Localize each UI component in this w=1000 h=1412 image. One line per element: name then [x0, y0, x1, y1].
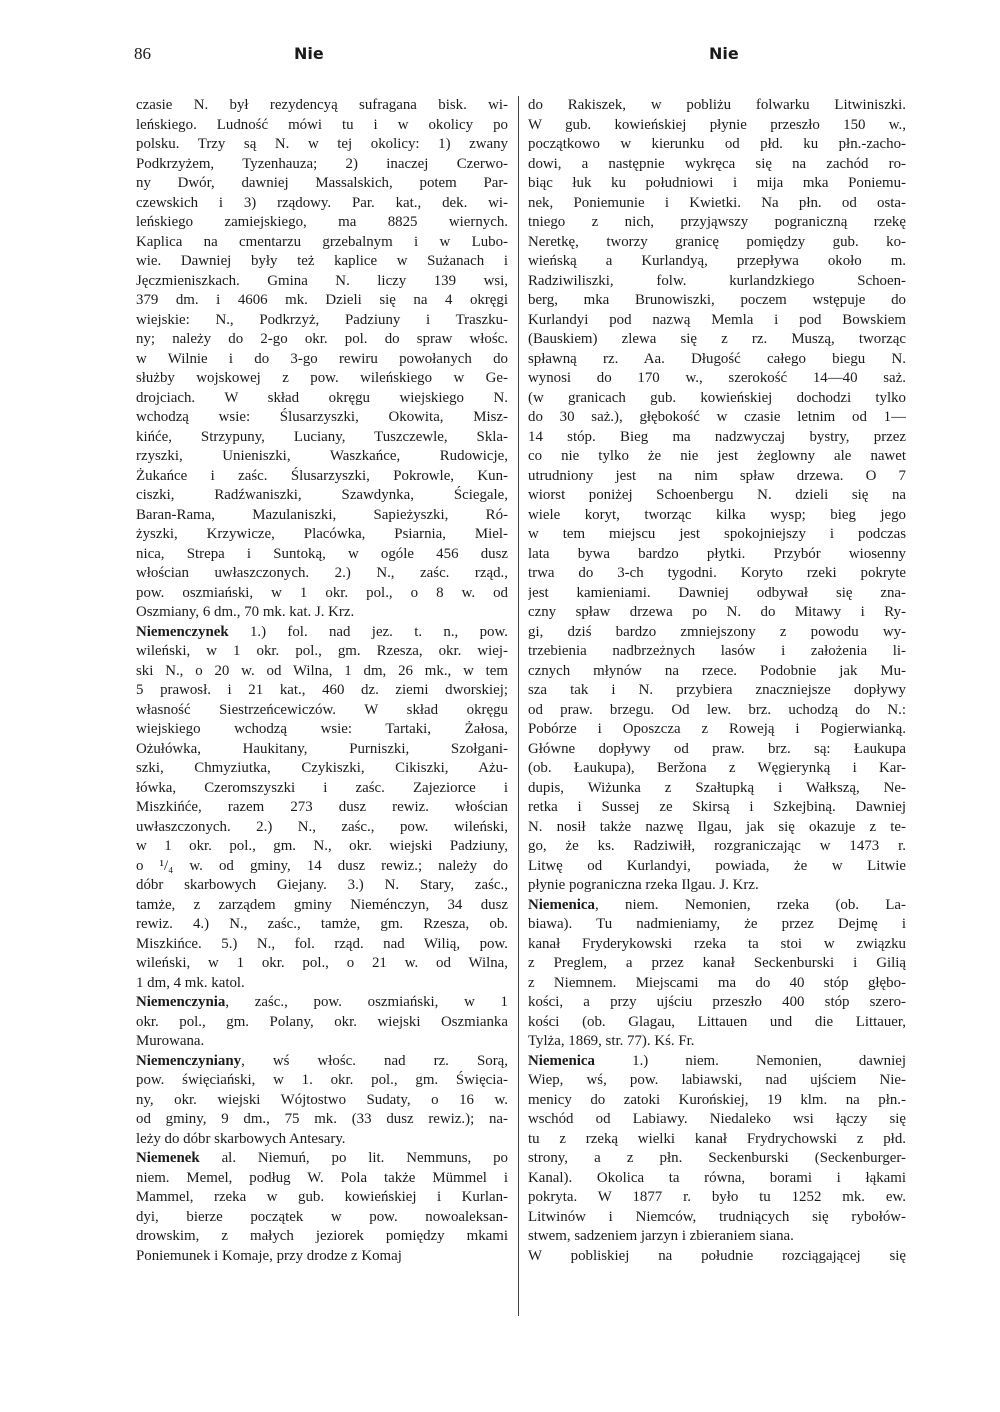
text-line: tu z rzeką wielki kanał Frydrychowski z płd.	[528, 1130, 906, 1147]
page-header	[134, 44, 920, 74]
text-line: menicy do zatoki Kurońskiej, 19 klm. na płn.-	[528, 1091, 906, 1108]
text-line: wiele koryt, tworząc kilka wysp; bieg jego	[528, 506, 906, 523]
text-line: czasie N. był rezydencyą sufragana bisk. wi-	[136, 97, 508, 113]
text-line: Główne dopływy od praw. brz. są: Łaukupa	[528, 740, 906, 757]
text-line: tamże, z zarządem gminy Nieménczyn, 34 dusz	[136, 896, 508, 913]
text-line: Murowana.	[136, 1033, 205, 1049]
text-line: (w granicach gub. kowieńskiej dochodzi tylko	[528, 389, 906, 406]
text-line: ny Dwór, dawniej Massalskich, potem Par-	[136, 175, 508, 191]
text-line: Niemenczynek 1.) fol. nad jez. t. n., pow.	[136, 623, 508, 640]
text-line: 379 dm. i 4606 mk. Dzieli się na 4 okręgi	[136, 292, 508, 308]
text-line: wschód od Labiawy. Niedaleko wsi łączy się	[528, 1111, 906, 1127]
text-line: Mammel, rzeka w gub. kowieńskiej i Kurlan-	[136, 1189, 508, 1205]
text-line: z Preglem, a przez kanał Seckenburski i Gilią	[528, 955, 906, 971]
text-line: Kanal). Okolica ta równa, borami i łąkami	[528, 1169, 906, 1186]
text-line: Żukańce i zaśc. Ślusarzyszki, Pokrowle, Kun-	[136, 467, 508, 484]
text-line: co nie tylko że nie jest żeglowny ale nawet	[528, 448, 906, 464]
text-line: Niemenica, niem. Nemonien, rzeka (ob. La-	[528, 896, 906, 913]
text-line: kości, a przy ujściu przeszło 400 stóp szero-	[528, 994, 906, 1010]
text-line: od praw. brzegu. Od lew. brz. uchodzą do N.:	[528, 701, 906, 718]
text-line: N. nosił także nazwę Ilgau, jak się okazuje z te-	[528, 818, 906, 835]
text-line: do 30 saż.), głębokość w czasie letnim od 1—	[528, 409, 906, 425]
text-line: czewskich i 3) rządowy. Par. kat., dek. wi-	[136, 194, 508, 211]
text-line: szki, Chmyziutka, Czykiszki, Cikiszki, Ażu-	[136, 760, 508, 776]
text-line: niem. Memel, podług W. Pola także Mümmel i	[136, 1169, 508, 1186]
text-line: dupis, Wiżunka z Szałtupką i Wałkszą, Ne-	[528, 779, 906, 796]
text-line: kości (ob. Glagau, Littauen und die Littauer,	[528, 1013, 906, 1030]
text-line: własność Siestrzeńcewiczów. W skład okręgu	[136, 701, 508, 718]
text-line: Kurlandyi pod nazwą Memla i pod Bowskiem	[528, 311, 906, 328]
entry-headword: Niemenica	[528, 1052, 595, 1069]
text-line: Jęczmieniszkach. Gmina N. liczy 139 wsi,	[136, 272, 508, 289]
text-line: kińće, Strzypuny, Luciany, Tuszczewle, Skla-	[136, 428, 508, 445]
text-line: spławną rz. Aa. Długość całego biegu N.	[528, 350, 906, 367]
text-line: wileński, w 1 okr. pol., o 21 w. od Wilna,	[136, 955, 508, 971]
text-line: sza tak i N. przybiera znaczniejsze dopływy	[528, 682, 906, 698]
left-column	[136, 96, 508, 1266]
text-line: Miszkińće, razem 273 dusz rewiz. włościan	[136, 799, 508, 815]
text-line: Baran-Rama, Mazulaniszki, Sapieżyszki, Ró-	[136, 506, 508, 523]
text-line: służby wojskowej z pow. wileńskiego w Ge-	[136, 370, 508, 386]
column-divider	[518, 96, 519, 1316]
text-line: leży do dóbr skarbowych Antesary.	[136, 1130, 346, 1147]
text-line: w tem miejscu jest spokojniejszy i podczas	[528, 526, 906, 542]
text-line: żyszki, Krzywicze, Placówka, Psiarnia, Miel-	[136, 526, 508, 542]
text-line: 5 prawosł. i 21 kat., 460 dz. ziemi dworskiej;	[136, 682, 508, 698]
running-head-left: Nie	[294, 44, 324, 63]
text-line: Neretkę, tworzy granicę pomiędzy gub. ko-	[528, 233, 906, 250]
text-line: lata bywa bardzo płytki. Przybór wiosenny	[528, 545, 906, 562]
text-line: dowi, a następnie wykręca się na zachód ro-	[528, 155, 906, 172]
text-line: berg, mka Brunowiszki, poczem wstępuje do	[528, 292, 906, 308]
text-line: biąc łuk ku południowi i mija mka Poniemu-	[528, 175, 906, 191]
text-line: ciszki, Radźwaniszki, Szawdynka, Ściegale,	[136, 487, 508, 503]
text-line: (Bauskiem) zlewa się z rz. Muszą, tworząc	[528, 331, 906, 347]
text-line: Pobórze i Oposzcza z Roweją i Pogierwianką.	[528, 721, 906, 737]
text-line: ny; należy do 2-go okr. pol. do spraw włośc.	[136, 331, 508, 347]
text-line: (ob. Łaukupa), Beržona z Węgierynką i Kar-	[528, 760, 906, 776]
text-line: W pobliskiej na południe rozciągającej się	[528, 1247, 906, 1264]
text-line: tniego z nich, przyjąwszy pograniczną rzekę	[528, 214, 906, 230]
text-line: Tylża, 1869, str. 77). Kś. Fr.	[528, 1033, 695, 1049]
text-line: trwa do 3-ch tygodni. Koryto rzeki pokryte	[528, 565, 906, 581]
text-line: go, że ks. Radziwiłł, rozgraniczając w 1473 r.	[528, 838, 906, 854]
entry-headword: Niemenczyniany	[136, 1052, 242, 1069]
text-line: włościan uwłaszczonych. 2.) N., zaśc. rząd.,	[136, 565, 508, 581]
text-line: początkowo w kierunku od płd. ku płn.-zacho-	[528, 136, 906, 152]
text-line: pow. oszmiański, w 1 okr. pol., o 8 w. od	[136, 584, 508, 601]
text-line: o ¹/₄ w. od gminy, 14 dusz rewiz.; należy do	[136, 857, 508, 874]
text-line: Niemenica 1.) niem. Nemonien, dawniej	[528, 1052, 906, 1069]
text-line: W gub. kowieńskiej płynie przeszło 150 w.,	[528, 116, 906, 133]
text-line: stwem, sadzeniem jarzyn i zbieraniem siana.	[528, 1228, 794, 1244]
text-line: drojciach. W skład okręgu wiejskiego N.	[136, 389, 508, 406]
text-line: w 1 okr. pol., gm. N., okr. wiejski Padziuny,	[136, 838, 508, 854]
text-line: trzebienia nadbrzeżnych lasów i założenia li-	[528, 643, 906, 659]
text-line: cznych młynów na rzece. Podobnie jak Mu-	[528, 662, 906, 679]
text-line: Podkrzyżem, Tyzenhauza; 2) inaczej Czerwo-	[136, 155, 508, 172]
text-line: czny spław drzewa po N. do Mitawy i Ry-	[528, 604, 906, 620]
entry-headword: Niemenczynek	[136, 623, 229, 640]
text-line: wieńską a Kurlandyą, przepływa około m.	[528, 253, 906, 269]
text-line: płynie pograniczna rzeka Ilgau. J. Krz.	[528, 877, 759, 893]
text-line: wchodzą wsie: Ślusarzyszki, Okowita, Misz-	[136, 409, 508, 425]
text-line: ny, okr. wiejski Wójtostwo Sudaty, o 16 w.	[136, 1091, 508, 1108]
text-line: 1 dm, 4 mk. katol.	[136, 974, 245, 991]
page-number: 86	[134, 44, 151, 63]
text-line: wie. Dawniej były też kaplice w Sużanach i	[136, 253, 508, 269]
text-line: Oszmiany, 6 dm., 70 mk. kat. J. Krz.	[136, 604, 355, 620]
text-line: łówka, Czeromszyszki i zaśc. Zajeziorce i	[136, 779, 508, 796]
text-line: Poniemunek i Komaje, przy drodze z Komaj	[136, 1247, 402, 1264]
text-line: rzyszki, Unieniszki, Waszkańce, Rudowicje,	[136, 448, 508, 464]
text-line: leńskiego. Ludność mówi tu i w okolicy po	[136, 116, 508, 133]
text-line: z Niemnem. Miejscami ma do 40 stóp głębo-	[528, 974, 906, 991]
text-line: pow. święciański, w 1. okr. pol., gm. Święcia-	[136, 1072, 508, 1088]
text-line: Niemenek al. Niemuń, po lit. Nemmuns, po	[136, 1150, 508, 1166]
text-line: ski N., o 20 w. od Wilna, 1 dm, 26 mk., w tem	[136, 662, 508, 679]
text-line: wiejskie: N., Podkrzyż, Padziuny i Traszku-	[136, 311, 508, 328]
text-line: polsku. Trzy są N. w tej okolicy: 1) zwany	[136, 136, 508, 152]
text-line: nek, Poniemunie i Kwietki. Na płn. od osta-	[528, 194, 906, 211]
text-line: uwłaszczonych. 2.) N., zaśc., pow. wileński,	[136, 818, 508, 835]
text-line: kanał Fryderykowski rzeka ta stoi w związku	[528, 935, 906, 952]
text-line: gi, dziś bardzo zmniejszony z powodu wy-	[528, 623, 906, 640]
right-column	[528, 96, 906, 1266]
text-line: Ożułówka, Haukitany, Purniszki, Szołgani-	[136, 740, 508, 757]
text-line: wynosi do 170 w., szerokość 14—40 saż.	[528, 370, 906, 386]
entry-headword: Niemenica	[528, 896, 595, 913]
text-line: okr. pol., gm. Polany, okr. wiejski Oszmianka	[136, 1013, 508, 1030]
text-line: do Rakiszek, w pobliżu folwarku Litwiniszki.	[528, 97, 906, 113]
text-line: jest kamieniami. Dawniej odbywał się zna-	[528, 584, 906, 601]
text-line: dóbr skarbowych Giejany. 3.) N. Stary, zaśc.,	[136, 877, 508, 893]
text-line: Litwinów i Niemców, trudniących się rybołów-	[528, 1208, 906, 1225]
text-line: 14 stóp. Bieg ma nadzwyczaj bystry, przez	[528, 428, 906, 445]
text-line: Niemenczyniany, wś włośc. nad rz. Sorą,	[136, 1052, 508, 1069]
text-line: wiejskiego wchodzą wsie: Tartaki, Żałosa,	[136, 721, 508, 737]
text-line: Radziwiliszki, folw. kurlandzkiego Schoen-	[528, 272, 906, 289]
text-line: pokryta. W 1877 r. było tu 1252 mk. ew.	[528, 1189, 906, 1205]
entry-headword: Niemenek	[136, 1150, 200, 1166]
text-line: utrudniony jest na nim spław drzewa. O 7	[528, 467, 906, 484]
text-line: retka i Sussej ze Skirsą i Szkejbiną. Dawniej	[528, 799, 906, 815]
text-line: Wiep, wś, pow. labiawski, nad ujściem Nie-	[528, 1072, 906, 1088]
text-line: od gminy, 9 dm., 75 mk. (33 dusz rewiz.); na-	[136, 1111, 508, 1127]
text-line: Litwę od Kurlandyi, powiada, że w Litwie	[528, 857, 906, 874]
text-line: Miszkińce. 5.) N., fol. rząd. nad Wilią, pow.	[136, 935, 508, 952]
text-line: nica, Strepa i Suntoką, w ogóle 456 dusz	[136, 545, 508, 562]
text-line: drowskim, z małych jeziorek pomiędzy mkami	[136, 1228, 508, 1244]
text-line: Kaplica na cmentarzu grzebalnym i w Lubo-	[136, 233, 508, 250]
text-line: wiorst poniżej Schoenbergu N. dzieli się na	[528, 487, 906, 503]
text-line: rewiz. 4.) N., zaśc., tamże, gm. Rzesza, ob.	[136, 916, 508, 932]
running-head-right: Nie	[709, 44, 739, 63]
text-line: wileński, w 1 okr. pol., gm. Rzesza, okr. wiej-	[136, 643, 508, 659]
text-line: w Wilnie i do 3-go rewiru powołanych do	[136, 350, 508, 367]
text-line: biawa). Tu nadmieniamy, że przez Dejmę i	[528, 916, 906, 932]
text-line: leńskiego zamiejskiego, ma 8825 wiernych.	[136, 214, 508, 230]
text-line: dyi, bierze początek w pow. nowoaleksan-	[136, 1208, 508, 1225]
text-line: Niemenczynia, zaśc., pow. oszmiański, w 1	[136, 994, 508, 1010]
text-line: strony, a z płn. Seckenburski (Seckenburger-	[528, 1150, 906, 1166]
entry-headword: Niemenczynia	[136, 994, 226, 1010]
